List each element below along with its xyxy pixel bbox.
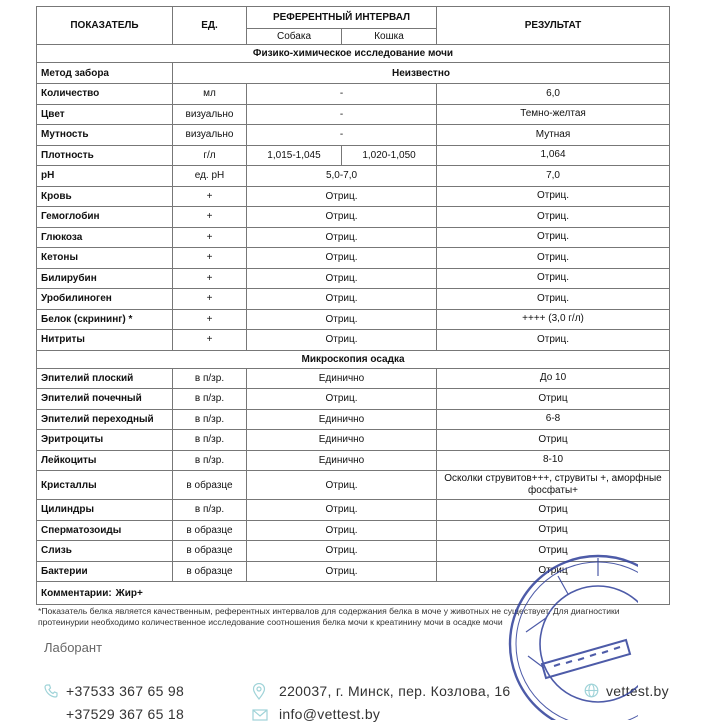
- row-ref: Единично: [247, 409, 437, 430]
- row-unit: в п/зр.: [173, 500, 247, 521]
- table-row: [37, 207, 670, 228]
- row-name: Белок (скрининг) *: [37, 309, 173, 330]
- table-row: [37, 450, 670, 471]
- row-result: 6-8: [437, 409, 670, 430]
- row-unit: в п/зр.: [173, 430, 247, 451]
- row-unit: +: [173, 207, 247, 228]
- row-unit: +: [173, 227, 247, 248]
- row-ref: Отриц.: [247, 561, 437, 582]
- row-result: Темно-желтая: [437, 104, 670, 125]
- row-name: Кристаллы: [37, 471, 173, 500]
- row-ref: -: [247, 125, 437, 146]
- row-result: Мутная: [437, 125, 670, 146]
- row-ref: Отриц.: [247, 186, 437, 207]
- row-ref: Отриц.: [247, 268, 437, 289]
- table-row: [37, 248, 670, 269]
- row-name: Бактерии: [37, 561, 173, 582]
- row-name: Гемоглобин: [37, 207, 173, 228]
- section-row: [37, 350, 670, 368]
- row-ref: Единично: [247, 368, 437, 389]
- row-unit: в п/зр.: [173, 409, 247, 430]
- row-unit: визуально: [173, 104, 247, 125]
- table-row: [37, 500, 670, 521]
- row-ref: -: [247, 84, 437, 105]
- row-unit: +: [173, 248, 247, 269]
- row-result: Отриц: [437, 520, 670, 541]
- row-result: До 10: [437, 368, 670, 389]
- row-ref: 5,0-7,0: [247, 166, 437, 187]
- method-label: Метод забора: [37, 63, 173, 84]
- table-row: [37, 166, 670, 187]
- table-row: [37, 289, 670, 310]
- lab-stamp: [498, 536, 638, 720]
- row-name: Билирубин: [37, 268, 173, 289]
- table-row: [37, 84, 670, 105]
- row-result: 1,064: [437, 145, 670, 166]
- row-ref: Отриц.: [247, 289, 437, 310]
- row-ref: Отриц.: [247, 500, 437, 521]
- table-row: [37, 145, 670, 166]
- row-ref: Отриц.: [247, 471, 437, 500]
- row-result: Отриц.: [437, 186, 670, 207]
- section-title-microscopy: Микроскопия осадка: [37, 350, 670, 368]
- row-ref: Отриц.: [247, 541, 437, 562]
- row-ref: Единично: [247, 430, 437, 451]
- row-ref: Отриц.: [247, 227, 437, 248]
- row-ref: Отриц.: [247, 309, 437, 330]
- row-unit: в п/зр.: [173, 389, 247, 410]
- urinalysis-table: [36, 6, 670, 605]
- row-name: Мутность: [37, 125, 173, 146]
- row-name: Количество: [37, 84, 173, 105]
- table-row: [37, 330, 670, 351]
- row-result: Отриц: [437, 389, 670, 410]
- row-unit: +: [173, 309, 247, 330]
- table-row: [37, 471, 670, 500]
- row-name: Эпителий почечный: [37, 389, 173, 410]
- row-result: ++++ (3,0 г/л): [437, 309, 670, 330]
- row-result: Отриц.: [437, 268, 670, 289]
- website[interactable]: vettest.by: [606, 683, 669, 699]
- row-unit: ед. pH: [173, 166, 247, 187]
- row-ref: -: [247, 104, 437, 125]
- row-ref: Отриц.: [247, 330, 437, 351]
- row-ref: Единично: [247, 450, 437, 471]
- row-result: Отриц.: [437, 227, 670, 248]
- row-name: Эритроциты: [37, 430, 173, 451]
- row-name: Глюкоза: [37, 227, 173, 248]
- method-value: Неизвестно: [173, 63, 670, 84]
- row-unit: г/л: [173, 145, 247, 166]
- header-dog: Собака: [247, 29, 342, 45]
- row-unit: мл: [173, 84, 247, 105]
- mail-icon: [252, 709, 268, 721]
- row-name: pH: [37, 166, 173, 187]
- row-name: Сперматозоиды: [37, 520, 173, 541]
- table-row: [37, 104, 670, 125]
- comment-label: Комментарии:: [41, 587, 112, 599]
- row-result: Отриц: [437, 430, 670, 451]
- row-result: 6,0: [437, 84, 670, 105]
- row-result: Отриц.: [437, 248, 670, 269]
- table-row: [37, 368, 670, 389]
- row-unit: в п/зр.: [173, 368, 247, 389]
- row-unit: +: [173, 186, 247, 207]
- row-unit: +: [173, 268, 247, 289]
- row-unit: +: [173, 289, 247, 310]
- row-name: Эпителий переходный: [37, 409, 173, 430]
- table-row: [37, 309, 670, 330]
- row-ref-cat: 1,020-1,050: [342, 145, 437, 166]
- row-unit: в образце: [173, 520, 247, 541]
- table-row: [37, 389, 670, 410]
- table-row: [37, 430, 670, 451]
- row-name: Плотность: [37, 145, 173, 166]
- row-name: Слизь: [37, 541, 173, 562]
- row-name: Кровь: [37, 186, 173, 207]
- location-pin-icon: [252, 683, 266, 700]
- table-row: [37, 268, 670, 289]
- row-unit: визуально: [173, 125, 247, 146]
- row-unit: в образце: [173, 541, 247, 562]
- row-result: Отриц.: [437, 207, 670, 228]
- row-name: Эпителий плоский: [37, 368, 173, 389]
- row-result: Отриц: [437, 500, 670, 521]
- row-unit: +: [173, 330, 247, 351]
- row-result: 8-10: [437, 450, 670, 471]
- row-unit: в п/зр.: [173, 450, 247, 471]
- phone-2[interactable]: +37529 367 65 18: [66, 706, 185, 722]
- row-result: Отриц.: [437, 289, 670, 310]
- table-row: [37, 125, 670, 146]
- comment-value: Жир+: [115, 587, 143, 599]
- phone-1[interactable]: +37533 367 65 98: [66, 683, 185, 699]
- row-unit: в образце: [173, 471, 247, 500]
- header-result: РЕЗУЛЬТАТ: [437, 7, 670, 45]
- row-ref-dog: 1,015-1,045: [247, 145, 342, 166]
- row-result: 7,0: [437, 166, 670, 187]
- row-ref: Отриц.: [247, 248, 437, 269]
- row-name: Цилиндры: [37, 500, 173, 521]
- header-indicator: ПОКАЗАТЕЛЬ: [37, 7, 173, 45]
- table-row: [37, 186, 670, 207]
- row-ref: Отриц.: [247, 207, 437, 228]
- row-result: Осколки струвитов+++, струвиты +, аморфные фосфаты+: [437, 471, 670, 500]
- row-result: Отриц.: [437, 330, 670, 351]
- address: 220037, г. Минск, пер. Козлова, 16: [279, 683, 511, 699]
- row-ref: Отриц.: [247, 520, 437, 541]
- header-cat: Кошка: [342, 29, 437, 45]
- row-name: Нитриты: [37, 330, 173, 351]
- phone-icon: [44, 684, 58, 698]
- row-unit: в образце: [173, 561, 247, 582]
- row-name: Лейкоциты: [37, 450, 173, 471]
- row-name: Уробилиноген: [37, 289, 173, 310]
- row-result: Отриц: [437, 561, 670, 582]
- laborant-label: Лаборант: [44, 640, 103, 655]
- row-name: Цвет: [37, 104, 173, 125]
- email[interactable]: info@vettest.by: [279, 706, 381, 722]
- header-ref-interval: РЕФЕРЕНТНЫЙ ИНТЕРВАЛ: [247, 7, 437, 29]
- footnote: *Показатель белка является качественным, референтных интервалов для содержания белка в моче у животных не существует. Для диагностики протеинурии необходимо количественное исследование соотношения белка мочи к креатинину мочи в осадке мочи: [38, 606, 620, 627]
- table-row: [37, 409, 670, 430]
- section-title-physchem: Физико-химическое исследование мочи: [37, 45, 670, 63]
- table-row: [37, 227, 670, 248]
- header-unit: ЕД.: [173, 7, 247, 45]
- row-result: Отриц: [437, 541, 670, 562]
- row-ref: Отриц.: [247, 389, 437, 410]
- row-name: Кетоны: [37, 248, 173, 269]
